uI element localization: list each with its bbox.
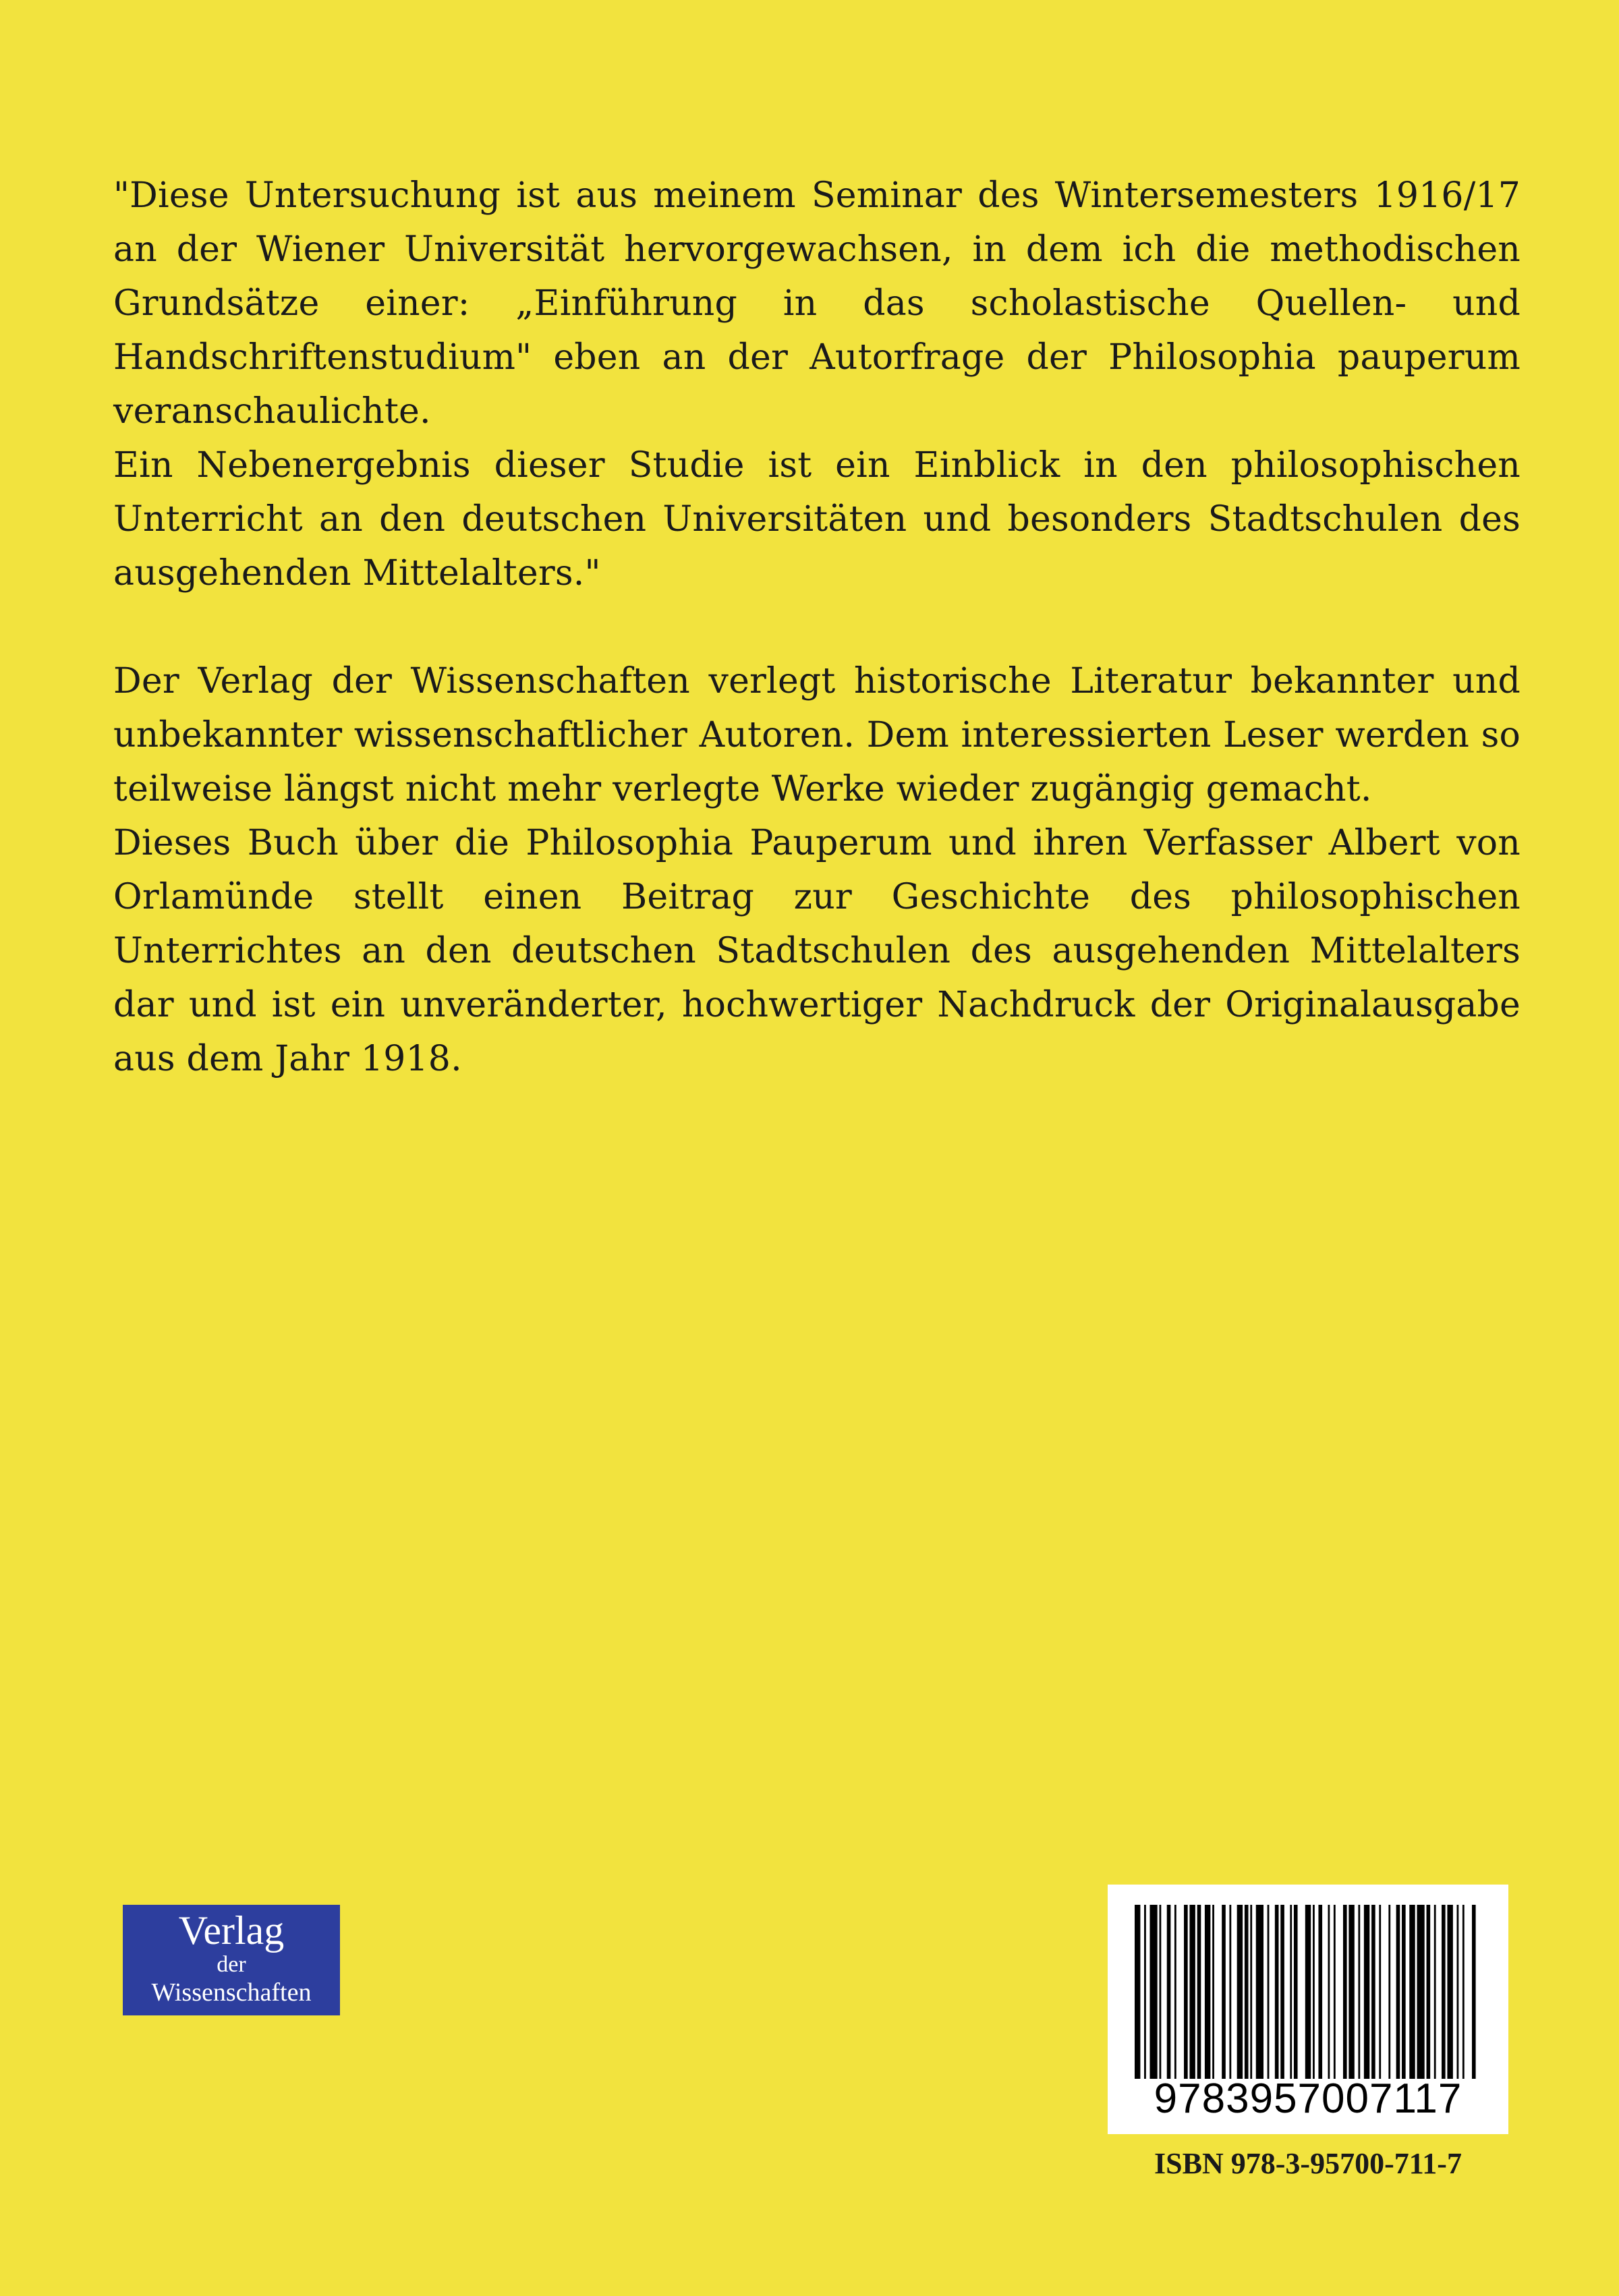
barcode-bar xyxy=(1149,1905,1157,2079)
barcode-bar xyxy=(1456,1905,1458,2079)
publisher-paragraph-1: Der Verlag der Wissenschaften verlegt historische Literatur bekannter und unbekannter wissenschaftlicher Autoren. Dem interessierten Leser werden so teilweise längst nicht mehr verlegte Werke wieder zugängig gemacht. xyxy=(113,661,1521,809)
barcode-bar xyxy=(1237,1905,1243,2079)
barcode-bar xyxy=(1434,1905,1436,2079)
publisher-logo xyxy=(123,1905,340,2015)
quote-paragraph-2: Ein Nebenergebnis dieser Studie ist ein Einblick in den philosophischen Unterricht an den deutschen Universitäten und besonders Stadtschulen des ausgehenden Mittelalters." xyxy=(113,445,1521,594)
logo-line-verlag: Verlag xyxy=(178,1908,285,1953)
barcode-bar xyxy=(1167,1905,1171,2079)
barcode-bar xyxy=(1256,1905,1263,2079)
barcode-bar xyxy=(1212,1905,1214,2079)
barcode-bar xyxy=(1197,1905,1201,2079)
barcode-bar xyxy=(1402,1905,1406,2079)
logo-line-der: der xyxy=(217,1952,246,1977)
barcode-bars xyxy=(1135,1905,1481,2079)
barcode-bar xyxy=(1364,1905,1369,2079)
barcode-bar xyxy=(1417,1905,1425,2079)
barcode-bar xyxy=(1205,1905,1210,2079)
barcode-bar xyxy=(1313,1905,1315,2079)
barcode-bar xyxy=(1275,1905,1279,2079)
barcode-digits: 9783957007117 xyxy=(1154,2075,1462,2122)
barcode-bar xyxy=(1396,1905,1400,2079)
barcode-bar xyxy=(1318,1905,1322,2079)
barcode-bar xyxy=(1250,1905,1252,2079)
barcode-bar xyxy=(1245,1905,1249,2079)
barcode-bar xyxy=(1174,1905,1176,2079)
barcode-bar xyxy=(1222,1905,1226,2079)
barcode-bar xyxy=(1427,1905,1431,2079)
barcode-bar xyxy=(1290,1905,1292,2079)
barcode-bar xyxy=(1472,1905,1476,2079)
barcode-bar xyxy=(1229,1905,1231,2079)
barcode-bar xyxy=(1343,1905,1347,2079)
barcode-bar xyxy=(1348,1905,1354,2079)
isbn-label: ISBN 978-3-95700-711-7 xyxy=(1154,2147,1462,2180)
barcode-bar xyxy=(1280,1905,1284,2079)
barcode-bar xyxy=(1379,1905,1381,2079)
barcode-bar xyxy=(1189,1905,1195,2079)
barcode-bar xyxy=(1144,1905,1146,2079)
barcode-bar xyxy=(1462,1905,1465,2079)
barcode-bar xyxy=(1184,1905,1188,2079)
barcode xyxy=(1108,1885,1508,2134)
barcode-bar xyxy=(1409,1905,1415,2079)
barcode-bar xyxy=(1334,1905,1336,2079)
barcode-bar xyxy=(1447,1905,1452,2079)
barcode-bar xyxy=(1358,1905,1360,2079)
barcode-bar xyxy=(1294,1905,1298,2079)
barcode-bar xyxy=(1268,1905,1270,2079)
publisher-paragraph-2: Dieses Buch über die Philosophia Pauperum und ihren Verfasser Albert von Orlamünde stellt einen Beitrag zur Geschichte des philosophischen Unterrichtes an den deutschen Stadtschulen des ausgehenden Mittelalters dar und ist ein unveränderter, hochwertiger Nachdruck der Originalausgabe aus dem Jahr 1918. xyxy=(113,823,1521,1079)
barcode-bar xyxy=(1328,1905,1330,2079)
back-cover-text xyxy=(113,169,1521,1086)
barcode-bar xyxy=(1371,1905,1375,2079)
barcode-bar xyxy=(1305,1905,1311,2079)
barcode-bar xyxy=(1135,1905,1140,2079)
barcode-bar xyxy=(1388,1905,1390,2079)
barcode-bar xyxy=(1442,1905,1446,2079)
barcode-bar xyxy=(1160,1905,1162,2079)
quote-paragraph-1: "Diese Untersuchung ist aus meinem Seminar des Wintersemesters 1916/17 an der Wiener Universität hervorgewachsen, in dem ich die methodischen Grundsätze einer: „Einführung in das scholastische Quellen- und Handschriftenstudium" eben an der Autorfrage der Philosophia pauperum veranschaulichte. xyxy=(113,175,1521,432)
paragraph-spacer xyxy=(113,600,1521,654)
logo-line-wissenschaften: Wissenschaften xyxy=(151,1978,312,2007)
